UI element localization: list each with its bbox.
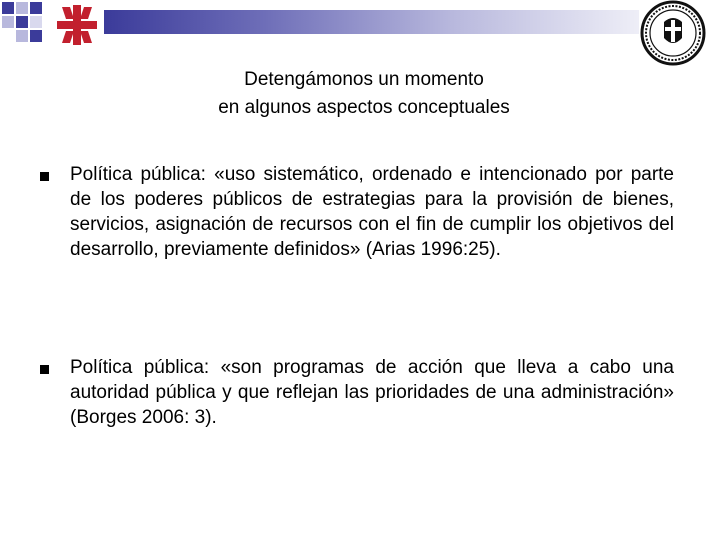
cross-emblem-logo: [52, 2, 102, 48]
decorative-squares-icon: [0, 0, 60, 45]
slide-title: [0, 66, 720, 122]
bullet-text: Política pública: «son programas de acción que lleva a cabo una autoridad pública y que reflejan las prioridades de una administración» (Borges 2006: 3).: [70, 357, 674, 428]
square-bullet-icon: [40, 365, 49, 374]
header-gradient-band: [104, 10, 639, 34]
slide-title-line-2: en algunos aspectos conceptuales: [218, 97, 510, 118]
episcopal-seal-icon: [640, 0, 706, 66]
bullet-text: Política pública: «uso sistemático, ordenado e intencionado por parte de los poderes públicos de estrategias para la provisión de bienes, servicios, asignación de recursos con el fin de cumplir los objetivos del desarrollo, previamente definidos» (Arias 1996:25).: [70, 164, 674, 260]
slide-title-line-1: Detengámonos un momento: [244, 69, 484, 90]
square-bullet-icon: [40, 172, 49, 181]
